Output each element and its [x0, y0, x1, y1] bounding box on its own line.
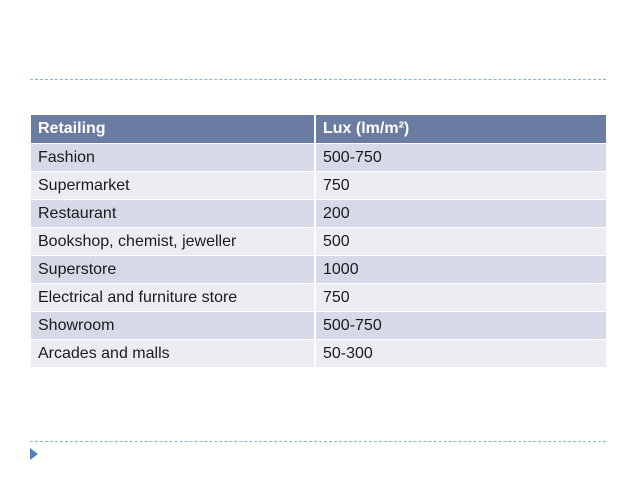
lux-cell: 50-300	[316, 340, 606, 368]
table-row	[31, 340, 606, 368]
table-row	[31, 200, 606, 228]
retailing-cell: Electrical and furniture store	[31, 284, 316, 312]
retailing-cell: Superstore	[31, 256, 316, 284]
lux-cell: 750	[316, 284, 606, 312]
table-row	[31, 256, 606, 284]
top-divider	[30, 79, 606, 80]
bottom-divider	[30, 441, 606, 442]
lux-table	[31, 115, 606, 368]
lux-cell: 750	[316, 172, 606, 200]
table-header-row	[31, 115, 606, 144]
retailing-cell: Showroom	[31, 312, 316, 340]
lux-cell: 1000	[316, 256, 606, 284]
retailing-cell: Arcades and malls	[31, 340, 316, 368]
lux-cell: 500	[316, 228, 606, 256]
triangle-bullet-icon	[30, 448, 38, 460]
table-row	[31, 172, 606, 200]
retailing-cell: Fashion	[31, 144, 316, 172]
retailing-cell: Bookshop, chemist, jeweller	[31, 228, 316, 256]
table-row	[31, 284, 606, 312]
header-lux: Lux (lm/m²)	[316, 115, 606, 144]
retailing-cell: Supermarket	[31, 172, 316, 200]
table-row	[31, 312, 606, 340]
lux-cell: 500-750	[316, 144, 606, 172]
lux-cell: 200	[316, 200, 606, 228]
table-row	[31, 228, 606, 256]
table-row	[31, 144, 606, 172]
header-retailing: Retailing	[31, 115, 316, 144]
retailing-cell: Restaurant	[31, 200, 316, 228]
lux-cell: 500-750	[316, 312, 606, 340]
